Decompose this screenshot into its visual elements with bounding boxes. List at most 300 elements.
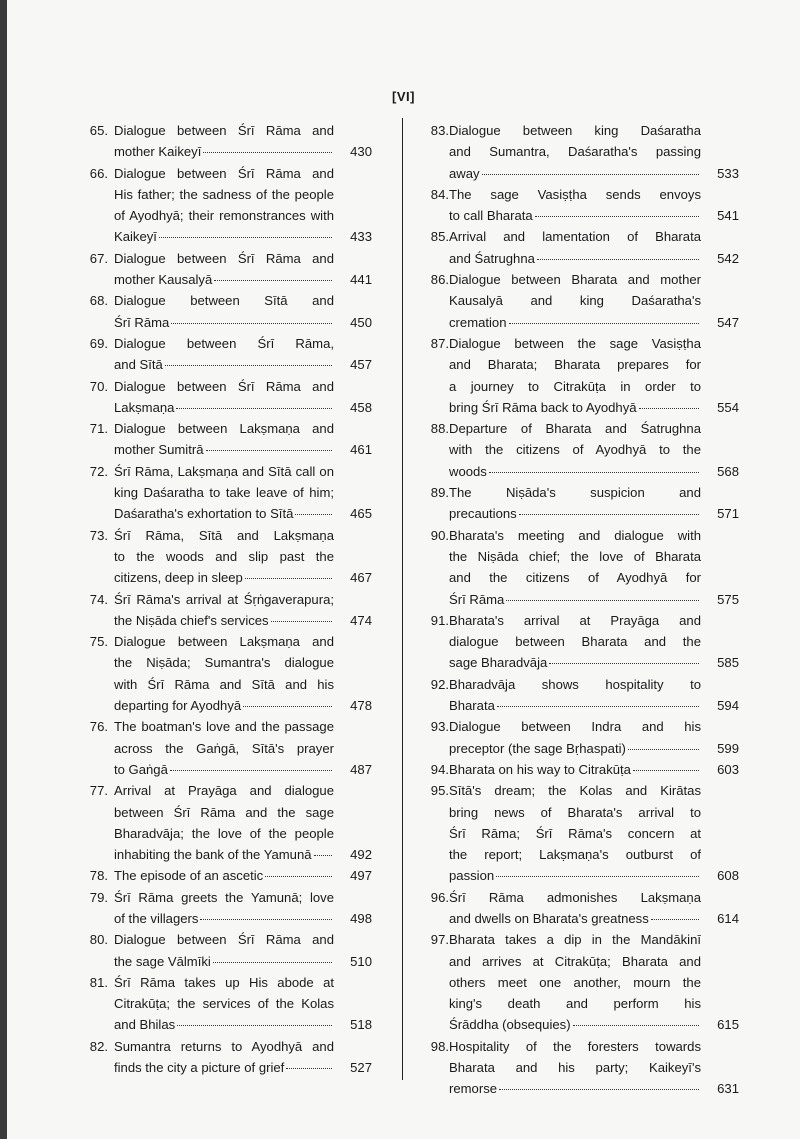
entry-title-text: citizens, deep in sleep	[114, 570, 243, 586]
entry-title-line: The sage Vasiṣṭha sends envoys	[449, 186, 701, 202]
entry-title-line: Dialogue between Śrī Rāma and	[114, 378, 334, 394]
entry-title-line: Bharata's meeting and dialogue with	[449, 527, 701, 543]
entry-title-text: remorse	[449, 1081, 498, 1097]
dot-leader	[176, 407, 332, 409]
entry-number: 70.	[89, 378, 108, 394]
dot-leader	[482, 173, 699, 175]
entry-page-number: 441	[350, 272, 372, 288]
entry-number: 80.	[89, 932, 108, 948]
entry-title-line: Śrī Rāma admonishes Lakṣmaṇa	[449, 889, 701, 905]
entry-page-number: 467	[350, 570, 372, 586]
entry-title	[114, 525, 334, 589]
entry-title	[114, 290, 334, 333]
entry-title-text: mother Kaikeyī	[114, 144, 202, 160]
entry-page-number: 547	[717, 314, 739, 330]
dot-leader	[573, 1024, 699, 1026]
entry-title-line: Śrī Rāma greets the Yamunā; love	[114, 889, 334, 905]
entry-page-number: 518	[350, 1017, 372, 1033]
entry-title-line	[449, 503, 701, 524]
entry-title-line: Sumantra returns to Ayodhyā and	[114, 1038, 334, 1054]
entry-title	[449, 716, 701, 759]
contents-entry	[70, 589, 372, 632]
dot-leader	[170, 769, 332, 771]
entry-number: 75.	[89, 634, 108, 650]
entry-page-number: 533	[717, 165, 739, 181]
entry-title-text: woods	[449, 463, 487, 479]
contents-entry	[70, 865, 372, 886]
entry-number: 81.	[89, 974, 108, 990]
entry-title-line	[449, 589, 701, 610]
entry-title-text: and Bhilas	[114, 1017, 176, 1033]
contents-entry	[70, 120, 372, 163]
entry-title-text: to Gaṅgā	[114, 761, 168, 777]
entry-title-line	[449, 738, 701, 759]
entry-title	[114, 887, 334, 930]
dot-leader	[489, 471, 699, 473]
entry-title-line	[114, 269, 334, 290]
entry-title-line: Arrival and lamentation of Bharata	[449, 229, 701, 245]
entry-page-number: 599	[717, 740, 739, 756]
entry-title-line: Dialogue between Indra and his	[449, 719, 701, 735]
entry-page-number: 594	[717, 698, 739, 714]
entry-page-number: 478	[350, 698, 372, 714]
entry-number: 78.	[89, 868, 108, 884]
entry-title	[114, 929, 334, 972]
entry-page-number: 615	[717, 1017, 739, 1033]
dot-leader	[243, 705, 332, 707]
entry-page-number: 585	[717, 655, 739, 671]
entry-title-line	[114, 908, 334, 929]
entry-title-text: and Sītā	[114, 357, 163, 373]
entry-title-text: precautions	[449, 506, 517, 522]
entry-title-line	[114, 226, 334, 247]
entry-title-line: Dialogue between Lakṣmaṇa and	[114, 421, 334, 437]
dot-leader	[271, 620, 332, 622]
dot-leader	[633, 769, 699, 771]
entry-number: 74.	[89, 591, 108, 607]
column-divider	[402, 118, 403, 1080]
entry-page-number: 527	[350, 1060, 372, 1076]
contents-entry	[411, 226, 739, 269]
entry-page-number: 465	[350, 506, 372, 522]
entry-number: 79.	[89, 889, 108, 905]
entry-title	[114, 716, 334, 780]
dot-leader	[651, 918, 699, 920]
entry-title-line: Dialogue between the sage Vasiṣṭha	[449, 335, 701, 351]
dot-leader	[214, 279, 332, 281]
entry-title-line: Dialogue between Lakṣmaṇa and	[114, 634, 334, 650]
entry-page-number: 568	[717, 463, 739, 479]
entry-page-number: 541	[717, 208, 739, 224]
entry-page-number: 631	[717, 1081, 739, 1097]
entry-title-line	[449, 1078, 701, 1099]
dot-leader	[537, 258, 699, 260]
entry-title	[114, 461, 334, 525]
contents-entry	[411, 482, 739, 525]
entry-title-line: Bharadvāja; the love of the people	[114, 825, 334, 841]
entry-title-line	[449, 312, 701, 333]
entry-title	[114, 1036, 334, 1079]
entry-title	[114, 163, 334, 248]
entry-title-line: Dialogue between Śrī Rāma and	[114, 123, 334, 138]
entry-title-text: the sage Vālmīki	[114, 953, 211, 969]
entry-title-line: and arrives at Citrakūṭa; Bharata and	[449, 953, 701, 969]
contents-entry	[70, 972, 372, 1036]
entry-title-line: Bharata and his party; Kaikeyī's	[449, 1060, 701, 1076]
entry-title-line: Sītā's dream; the Kolas and Kirātas	[449, 783, 701, 799]
dot-leader	[159, 236, 332, 238]
contents-entry	[411, 759, 739, 780]
entry-title-line: His father; the sadness of the people	[114, 186, 334, 202]
entry-title	[449, 610, 701, 674]
entry-number: 87.	[430, 335, 449, 351]
dot-leader	[519, 513, 699, 515]
entry-number: 86.	[430, 272, 449, 288]
dot-leader	[509, 322, 700, 324]
dot-leader	[496, 875, 699, 877]
contents-entry	[70, 376, 372, 419]
contents-entry	[70, 461, 372, 525]
entry-title-line: and Sumantra, Daśaratha's passing	[449, 144, 701, 160]
entry-title	[449, 525, 701, 610]
entry-title-line: to the woods and slip past the	[114, 548, 334, 564]
entry-title-line: Hospitality of the foresters towards	[449, 1038, 701, 1054]
entry-number: 85.	[430, 229, 449, 245]
entry-title-line: of Ayodhyā; their remonstrances with	[114, 208, 334, 224]
entry-title-line: Dialogue between Bharata and mother	[449, 272, 701, 288]
dot-leader	[286, 1067, 332, 1069]
entry-title-line	[449, 1014, 701, 1035]
contents-entry	[411, 525, 739, 610]
entry-title	[114, 972, 334, 1036]
entry-number: 84.	[430, 186, 449, 202]
dot-leader	[628, 748, 699, 750]
entry-title-line	[449, 461, 701, 482]
entry-title	[114, 248, 334, 291]
entry-title-text: and Śatrughna	[449, 250, 535, 266]
entry-title-text: cremation	[449, 314, 507, 330]
entry-title-line: Dialogue between Śrī Rāma,	[114, 335, 334, 351]
entry-title-text: Bharata on his way to Citrakūṭa	[449, 761, 631, 777]
entry-title	[114, 865, 334, 886]
entry-title-line: Śrī Rāma, Sītā and Lakṣmaṇa	[114, 527, 334, 543]
contents-entry	[411, 418, 739, 482]
contents-entry	[411, 184, 739, 227]
dot-leader	[499, 1088, 699, 1090]
entry-number: 94.	[430, 761, 449, 777]
entry-title-line: Śrī Rāma takes up His abode at	[114, 974, 334, 990]
entry-number: 93.	[430, 719, 449, 735]
entry-number: 67.	[89, 250, 108, 266]
entry-title-text: Bharata	[449, 698, 495, 714]
contents-entry	[70, 631, 372, 716]
entry-title	[449, 120, 701, 184]
entry-page-number: 498	[350, 910, 372, 926]
dot-leader	[506, 599, 699, 601]
entry-page-number: 510	[350, 953, 372, 969]
entry-number: 66.	[89, 165, 108, 181]
entry-title-line: with Śrī Rāma and Sītā and his	[114, 676, 334, 692]
entry-title-line: The boatman's love and the passage	[114, 719, 334, 735]
contents-entry	[411, 929, 739, 1035]
entry-title-line	[449, 865, 701, 886]
entry-title-text: sage Bharadvāja	[449, 655, 548, 671]
entry-title	[449, 674, 701, 717]
entry-title-line: a journey to Citrakūṭa in order to	[449, 378, 701, 394]
entry-title-line: Bharadvāja shows hospitality to	[449, 676, 701, 692]
entry-title-text: Śrāddha (obsequies)	[449, 1017, 571, 1033]
entry-title	[449, 780, 701, 886]
entry-title-line: Kausalyā and king Daśaratha's	[449, 293, 701, 309]
entry-number: 72.	[89, 463, 108, 479]
entry-title-line: Bharata takes a dip in the Mandākinī	[449, 932, 701, 948]
dot-leader	[245, 577, 332, 579]
entry-title-line	[114, 397, 334, 418]
entry-title-text: Śrī Rāma	[114, 314, 170, 330]
entry-title-line: the Niṣāda chief; the love of Bharata	[449, 548, 701, 564]
entry-title-line	[114, 759, 334, 780]
entry-title	[449, 184, 701, 227]
contents-entry	[411, 716, 739, 759]
entry-title-text: of the villagers	[114, 910, 199, 926]
entry-page-number: 608	[717, 868, 739, 884]
entry-page-number: 458	[350, 399, 372, 415]
entry-title	[114, 780, 334, 865]
dot-leader	[200, 918, 332, 920]
entry-number: 73.	[89, 527, 108, 543]
dot-leader	[171, 322, 332, 324]
contents-entry	[411, 780, 739, 886]
entry-number: 91.	[430, 612, 449, 628]
entry-title-line: Dialogue between king Daśaratha	[449, 123, 701, 138]
entry-page-number: 575	[717, 591, 739, 607]
entry-title-line: Dialogue between Śrī Rāma and	[114, 932, 334, 948]
entry-title	[114, 418, 334, 461]
entry-page-number: 492	[350, 847, 372, 863]
dot-leader	[265, 875, 332, 877]
contents-entry	[70, 525, 372, 589]
contents-entry	[70, 929, 372, 972]
entry-page-number: 430	[350, 144, 372, 160]
entry-title	[449, 226, 701, 269]
contents-left-column	[70, 120, 372, 1078]
entry-page-number: 603	[717, 761, 739, 777]
entry-title-text: finds the city a picture of grief	[114, 1060, 285, 1076]
entry-title-line: with the citizens of Ayodhyā to the	[449, 442, 701, 458]
contents-entry	[411, 887, 739, 930]
entry-title-line: king Daśaratha to take leave of him;	[114, 485, 334, 501]
entry-title	[449, 887, 701, 930]
entry-number: 98.	[430, 1038, 449, 1054]
entry-title-line: Dialogue between Śrī Rāma and	[114, 165, 334, 181]
contents-entry	[70, 333, 372, 376]
entry-title	[449, 759, 701, 780]
entry-title-line: Dialogue between Sītā and	[114, 293, 334, 309]
entry-title-line	[114, 865, 334, 886]
entry-title-line	[114, 354, 334, 375]
dot-leader	[314, 854, 332, 856]
entry-number: 90.	[430, 527, 449, 543]
contents-entry	[70, 290, 372, 333]
entry-title	[449, 1036, 701, 1100]
entry-title-text: Daśaratha's exhortation to Sītā	[114, 506, 294, 522]
contents-entry	[411, 674, 739, 717]
entry-title-text: passion	[449, 868, 495, 884]
entry-number: 76.	[89, 719, 108, 735]
entry-page-number: 487	[350, 761, 372, 777]
entry-title-line	[114, 695, 334, 716]
entry-page-number: 554	[717, 399, 739, 415]
entry-page-number: 542	[717, 250, 739, 266]
entry-page-number: 433	[350, 229, 372, 245]
entry-number: 97.	[430, 932, 449, 948]
entry-title-line	[114, 141, 334, 162]
contents-entry	[70, 248, 372, 291]
dot-leader	[549, 662, 699, 664]
entry-title-line: The Niṣāda's suspicion and	[449, 485, 701, 501]
entry-title	[114, 631, 334, 716]
entry-title-line: Bharata's arrival at Prayāga and	[449, 612, 701, 628]
entry-page-number: 450	[350, 314, 372, 330]
entry-title-text: away	[449, 165, 480, 181]
entry-page-number: 497	[350, 868, 372, 884]
entry-title-text: bring Śrī Rāma back to Ayodhyā	[449, 399, 637, 415]
page-number: [VI]	[392, 89, 415, 104]
contents-entry	[411, 333, 739, 418]
entry-number: 96.	[430, 889, 449, 905]
contents-entry	[70, 887, 372, 930]
entry-number: 83.	[430, 123, 449, 138]
dot-leader	[639, 407, 699, 409]
entry-title-line	[449, 163, 701, 184]
entry-number: 95.	[430, 783, 449, 799]
entry-title	[449, 482, 701, 525]
entry-title	[114, 120, 334, 163]
entry-title-line	[114, 1014, 334, 1035]
entry-title-text: and dwells on Bharata's greatness	[449, 910, 649, 926]
entry-title-text: mother Sumitrā	[114, 442, 204, 458]
entry-title-line	[114, 312, 334, 333]
entry-title	[449, 418, 701, 482]
entry-title-line	[114, 610, 334, 631]
dot-leader	[203, 151, 332, 153]
entry-title	[449, 333, 701, 418]
entry-title-line: Śrī Rāma's arrival at Śṛṅgaverapura;	[114, 591, 334, 607]
entry-title-line: Departure of Bharata and Śatrughna	[449, 421, 701, 437]
entry-title-line: and the citizens of Ayodhyā for	[449, 570, 701, 586]
entry-title-line: across the Gaṅgā, Sītā's prayer	[114, 740, 334, 756]
contents-right-column	[411, 120, 739, 1100]
entry-number: 69.	[89, 335, 108, 351]
entry-title-text: inhabiting the bank of the Yamunā	[114, 847, 312, 863]
entry-title	[114, 589, 334, 632]
entry-title-line	[114, 567, 334, 588]
entry-number: 88.	[430, 421, 449, 437]
contents-entry	[70, 1036, 372, 1079]
entry-title-line: dialogue between Bharata and the	[449, 634, 701, 650]
entry-title-line: the Niṣāda; Sumantra's dialogue	[114, 655, 334, 671]
entry-page-number: 614	[717, 910, 739, 926]
entry-title-line	[449, 652, 701, 673]
entry-number: 82.	[89, 1038, 108, 1054]
entry-title-text: to call Bharata	[449, 208, 533, 224]
entry-title-text: mother Kausalyā	[114, 272, 213, 288]
entry-title-text: the Niṣāda chief's services	[114, 612, 269, 628]
entry-number: 65.	[89, 123, 108, 138]
contents-entry	[411, 120, 739, 184]
entry-title-line: bring news of Bharata's arrival to	[449, 804, 701, 820]
contents-entry	[411, 269, 739, 333]
entry-title-line	[449, 205, 701, 226]
contents-entry	[70, 780, 372, 865]
entry-title-line: others meet one another, mourn the	[449, 974, 701, 990]
entry-title-line	[114, 503, 334, 524]
entry-title-line	[449, 908, 701, 929]
entry-title-line	[449, 248, 701, 269]
contents-entry	[70, 716, 372, 780]
entry-number: 68.	[89, 293, 108, 309]
dot-leader	[295, 513, 332, 515]
contents-entry	[411, 610, 739, 674]
entry-title-line: Śrī Rāma, Lakṣmaṇa and Sītā call on	[114, 463, 334, 479]
entry-number: 71.	[89, 421, 108, 437]
entry-title-line	[114, 951, 334, 972]
entry-title	[114, 333, 334, 376]
entry-title-line: Dialogue between Śrī Rāma and	[114, 250, 334, 266]
entry-number: 89.	[430, 485, 449, 501]
entry-title-text: Lakṣmaṇa	[114, 399, 175, 415]
dot-leader	[177, 1024, 332, 1026]
entry-title-line: Citrakūṭa; the services of the Kolas	[114, 996, 334, 1012]
entry-title-line	[449, 397, 701, 418]
entry-title-text: preceptor (the sage Bṛhaspati)	[449, 740, 626, 756]
contents-entry	[70, 163, 372, 248]
entry-page-number: 474	[350, 612, 372, 628]
dot-leader	[165, 364, 332, 366]
entry-title-line: the report; Lakṣmaṇa's outburst of	[449, 847, 701, 863]
entry-page-number: 571	[717, 506, 739, 522]
entry-title-text: Śrī Rāma	[449, 591, 505, 607]
entry-title-text: departing for Ayodhyā	[114, 698, 242, 714]
entry-title-line: between Śrī Rāma and the sage	[114, 804, 334, 820]
entry-title-line: Śrī Rāma; Śrī Rāma's concern at	[449, 825, 701, 841]
entry-title-text: Kaikeyī	[114, 229, 157, 245]
dot-leader	[206, 449, 332, 451]
entry-number: 92.	[430, 676, 449, 692]
entry-title-line: Arrival at Prayāga and dialogue	[114, 783, 334, 799]
entry-title-line: king's death and perform his	[449, 996, 701, 1012]
entry-number: 77.	[89, 783, 108, 799]
entry-title-text: The episode of an ascetic	[114, 868, 264, 884]
entry-title-line	[114, 1057, 334, 1078]
entry-title	[449, 929, 701, 1035]
entry-title	[114, 376, 334, 419]
entry-title-line	[449, 695, 701, 716]
page	[7, 0, 800, 1139]
dot-leader	[497, 705, 699, 707]
entry-page-number: 457	[350, 357, 372, 373]
entry-page-number: 461	[350, 442, 372, 458]
entry-title-line: and Bharata; Bharata prepares for	[449, 357, 701, 373]
contents-entry	[411, 1036, 739, 1100]
entry-title-line	[114, 439, 334, 460]
entry-title-line	[114, 844, 334, 865]
entry-title	[449, 269, 701, 333]
entry-title-line	[449, 759, 701, 780]
contents-entry	[70, 418, 372, 461]
dot-leader	[535, 215, 699, 217]
dot-leader	[213, 961, 332, 963]
